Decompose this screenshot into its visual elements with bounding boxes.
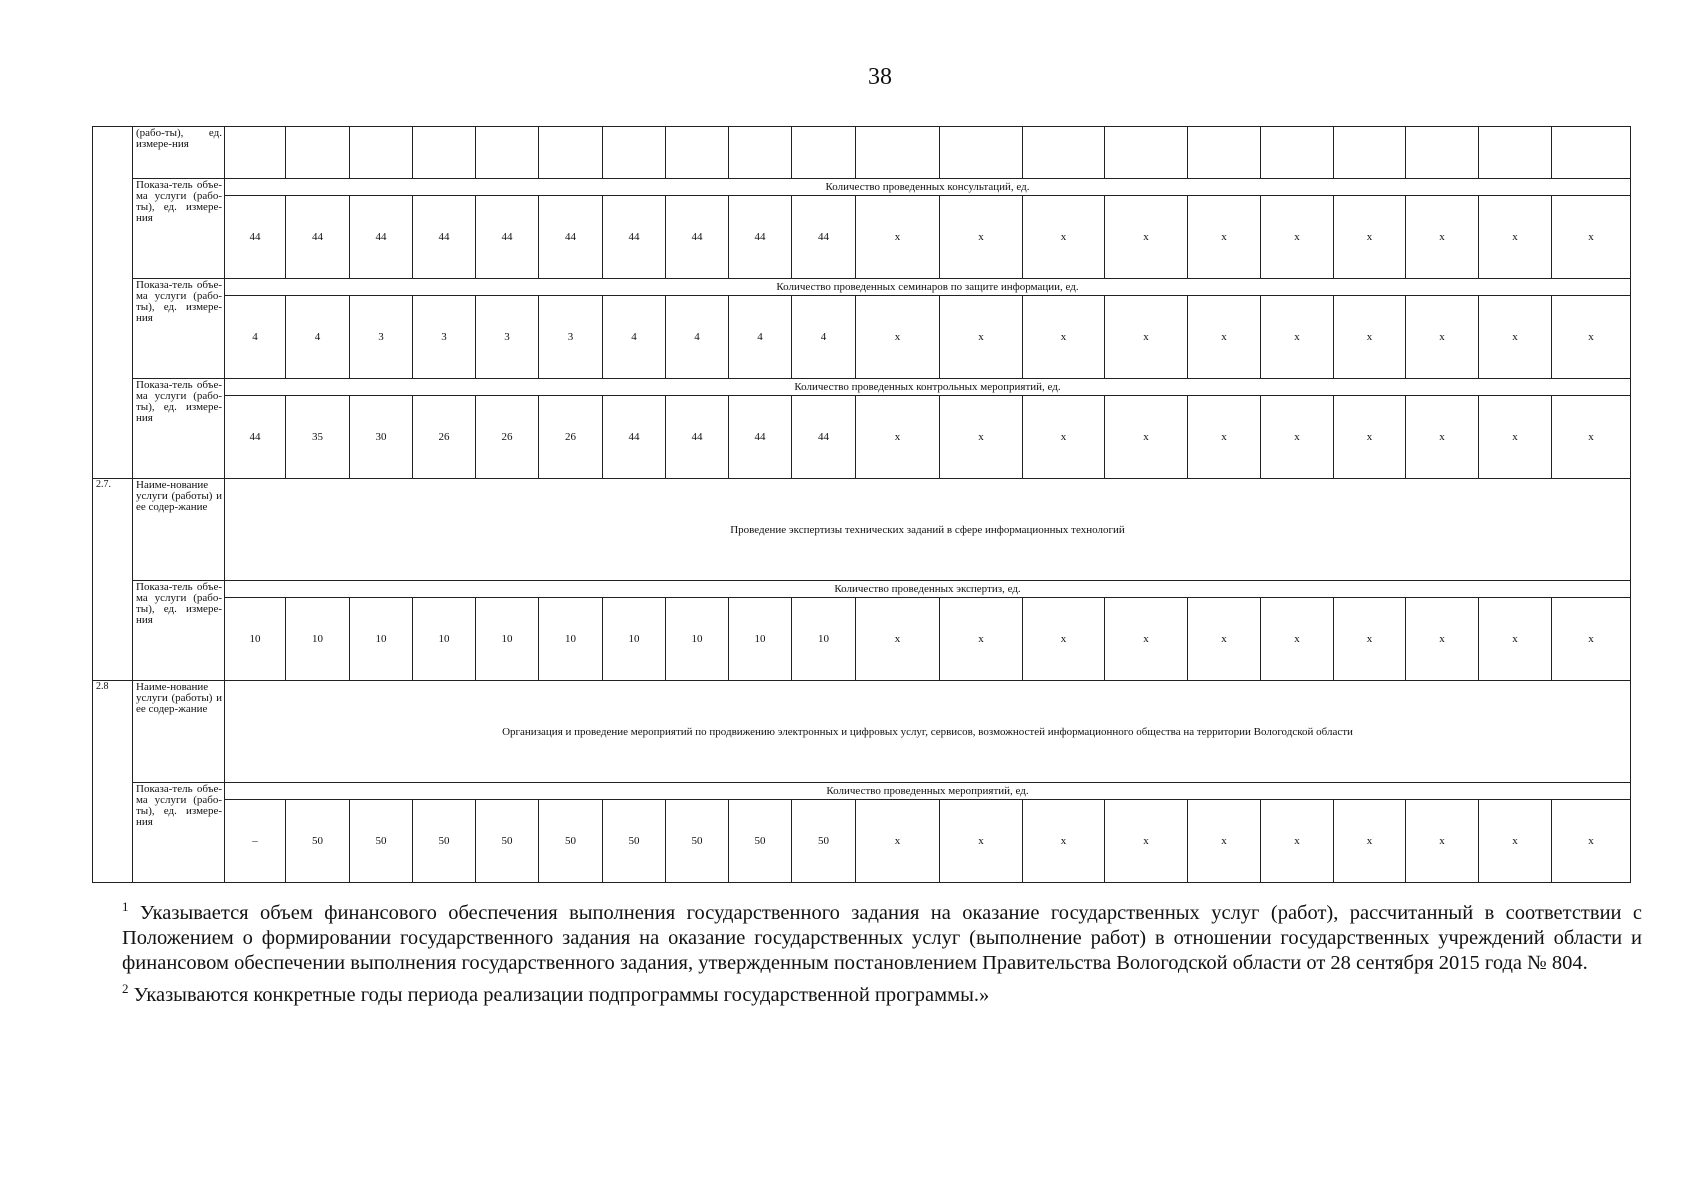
indicator-name: Количество проведенных экспертиз, ед. xyxy=(225,581,1631,598)
value-cell: x xyxy=(1479,396,1552,479)
value-cell: 44 xyxy=(603,396,666,479)
value-cell: x xyxy=(856,800,940,883)
indicator-header-row xyxy=(93,179,1631,196)
value-cell: x xyxy=(1105,598,1188,681)
footnote-2 xyxy=(122,976,1642,1008)
value-cell: x xyxy=(1552,800,1631,883)
indicator-name: Количество проведенных мероприятий, ед. xyxy=(225,783,1631,800)
value-cell xyxy=(476,127,539,179)
value-cell: x xyxy=(1188,598,1261,681)
value-cell: 50 xyxy=(792,800,856,883)
value-cell: 10 xyxy=(225,598,286,681)
value-cell: 50 xyxy=(729,800,792,883)
indicator-label: Показа-тель объе-ма услуги (рабо-ты), ед. измере-ния xyxy=(133,179,225,279)
value-cell: x xyxy=(1479,800,1552,883)
state-assignment-table xyxy=(92,126,1631,883)
value-cell: 44 xyxy=(476,196,539,279)
value-cell: 50 xyxy=(476,800,539,883)
value-cell: x xyxy=(1334,598,1406,681)
value-cell: 3 xyxy=(350,296,413,379)
value-cell: x xyxy=(1552,396,1631,479)
value-cell xyxy=(225,127,286,179)
value-cell xyxy=(856,127,940,179)
value-cell: 44 xyxy=(413,196,476,279)
footnotes xyxy=(122,894,1642,1008)
value-cell: 44 xyxy=(666,396,729,479)
service-row xyxy=(93,479,1631,581)
value-cell: x xyxy=(1261,598,1334,681)
value-cell: x xyxy=(940,800,1023,883)
value-cell: 50 xyxy=(603,800,666,883)
value-cell: x xyxy=(1023,296,1105,379)
value-cell: 50 xyxy=(413,800,476,883)
value-cell xyxy=(729,127,792,179)
service-name: Организация и проведение мероприятий по продвижению электронных и цифровых услуг, сервисов, возможностей информационного общества на территории Вологодской области xyxy=(225,681,1631,783)
value-cell: 4 xyxy=(792,296,856,379)
indicator-header-row xyxy=(93,783,1631,800)
row-label: (рабо-ты), ед. измере-ния xyxy=(133,127,225,179)
value-cell: 26 xyxy=(413,396,476,479)
value-cell xyxy=(539,127,603,179)
value-cell: x xyxy=(1334,196,1406,279)
indicator-header-row xyxy=(93,379,1631,396)
value-cell: x xyxy=(1261,800,1334,883)
value-cell xyxy=(1023,127,1105,179)
value-cell: 44 xyxy=(792,196,856,279)
value-cell xyxy=(940,127,1023,179)
value-cell: x xyxy=(1105,296,1188,379)
value-cell: 50 xyxy=(350,800,413,883)
value-cell: x xyxy=(1188,296,1261,379)
value-cell: x xyxy=(1023,800,1105,883)
value-cell: x xyxy=(940,196,1023,279)
value-cell: x xyxy=(1479,196,1552,279)
value-cell: 10 xyxy=(666,598,729,681)
value-cell: 44 xyxy=(225,396,286,479)
footnote-2-mark: 2 xyxy=(122,980,129,996)
value-cell: x xyxy=(1188,396,1261,479)
value-cell xyxy=(1261,127,1334,179)
value-cell: x xyxy=(1261,196,1334,279)
value-cell: 10 xyxy=(792,598,856,681)
value-cell xyxy=(1552,127,1631,179)
value-cell: x xyxy=(1406,196,1479,279)
section-number-cell xyxy=(93,127,133,479)
value-cell: 10 xyxy=(603,598,666,681)
value-cell: 4 xyxy=(286,296,350,379)
value-cell: x xyxy=(1479,598,1552,681)
value-cell xyxy=(792,127,856,179)
value-cell: x xyxy=(856,296,940,379)
value-cell xyxy=(286,127,350,179)
value-cell xyxy=(1188,127,1261,179)
value-cell: x xyxy=(1023,598,1105,681)
indicator-values-row xyxy=(93,396,1631,479)
value-cell: x xyxy=(940,296,1023,379)
value-cell xyxy=(350,127,413,179)
value-cell: 50 xyxy=(539,800,603,883)
value-cell: x xyxy=(1105,196,1188,279)
value-cell: 4 xyxy=(666,296,729,379)
value-cell: 10 xyxy=(413,598,476,681)
value-cell: x xyxy=(856,196,940,279)
value-cell: 44 xyxy=(539,196,603,279)
value-cell: x xyxy=(1261,396,1334,479)
table-row-top xyxy=(93,127,1631,179)
value-cell: 44 xyxy=(792,396,856,479)
value-cell: x xyxy=(1552,196,1631,279)
service-label: Наиме-нование услуги (работы) и ее содер-жание xyxy=(133,479,225,581)
value-cell: 35 xyxy=(286,396,350,479)
footnote-1 xyxy=(122,894,1642,976)
value-cell: x xyxy=(1406,598,1479,681)
value-cell: x xyxy=(1552,296,1631,379)
value-cell: 44 xyxy=(350,196,413,279)
indicator-values-row xyxy=(93,296,1631,379)
value-cell: x xyxy=(856,598,940,681)
footnote-2-text: Указываются конкретные годы периода реализации подпрограммы государственной программы.» xyxy=(133,983,990,1006)
value-cell xyxy=(1406,127,1479,179)
value-cell xyxy=(1479,127,1552,179)
value-cell: – xyxy=(225,800,286,883)
section-number-cell: 2.7. xyxy=(93,479,133,681)
value-cell: 44 xyxy=(225,196,286,279)
value-cell: x xyxy=(1552,598,1631,681)
value-cell: 4 xyxy=(225,296,286,379)
value-cell: x xyxy=(940,396,1023,479)
page-number: 38 xyxy=(868,64,892,90)
value-cell: x xyxy=(940,598,1023,681)
value-cell: 10 xyxy=(729,598,792,681)
value-cell: 50 xyxy=(286,800,350,883)
indicator-name: Количество проведенных консультаций, ед. xyxy=(225,179,1631,196)
value-cell: 10 xyxy=(476,598,539,681)
indicator-header-row xyxy=(93,279,1631,296)
value-cell: x xyxy=(1406,800,1479,883)
value-cell: 10 xyxy=(350,598,413,681)
value-cell: 44 xyxy=(666,196,729,279)
value-cell: x xyxy=(1105,800,1188,883)
value-cell: 10 xyxy=(539,598,603,681)
value-cell: 26 xyxy=(539,396,603,479)
value-cell: x xyxy=(1023,196,1105,279)
indicator-label: Показа-тель объе-ма услуги (рабо-ты), ед. измере-ния xyxy=(133,379,225,479)
service-label: Наиме-нование услуги (работы) и ее содер-жание xyxy=(133,681,225,783)
value-cell: x xyxy=(856,396,940,479)
indicator-values-row xyxy=(93,196,1631,279)
value-cell xyxy=(666,127,729,179)
indicator-label: Показа-тель объе-ма услуги (рабо-ты), ед. измере-ния xyxy=(133,279,225,379)
footnote-1-text: Указывается объем финансового обеспечения выполнения государственного задания на оказание государственных услуг (работ), рассчитанный в соответствии с Положением о формировании государственного задания на оказание государственных услуг (выполнение работ) в отношении государственных учреждений области и финансовом обеспечении выполнения государственного задания, утвержденным постановлением Правительства Вологодской области от 28 сентября 2015 года № 804. xyxy=(122,901,1643,974)
service-name: Проведение экспертизы технических заданий в сфере информационных технологий xyxy=(225,479,1631,581)
indicator-label: Показа-тель объе-ма услуги (рабо-ты), ед. измере-ния xyxy=(133,581,225,681)
value-cell: 50 xyxy=(666,800,729,883)
value-cell: 3 xyxy=(476,296,539,379)
value-cell: 4 xyxy=(729,296,792,379)
value-cell xyxy=(413,127,476,179)
indicator-values-row xyxy=(93,598,1631,681)
value-cell: x xyxy=(1334,800,1406,883)
value-cell: x xyxy=(1406,296,1479,379)
section-number-cell: 2.8 xyxy=(93,681,133,883)
value-cell xyxy=(603,127,666,179)
indicator-header-row xyxy=(93,581,1631,598)
indicator-values-row xyxy=(93,800,1631,883)
value-cell: 44 xyxy=(603,196,666,279)
value-cell: 30 xyxy=(350,396,413,479)
value-cell: 44 xyxy=(729,196,792,279)
value-cell: 44 xyxy=(286,196,350,279)
indicator-name: Количество проведенных контрольных мероприятий, ед. xyxy=(225,379,1631,396)
value-cell xyxy=(1105,127,1188,179)
value-cell: x xyxy=(1479,296,1552,379)
service-row xyxy=(93,681,1631,783)
value-cell: x xyxy=(1334,296,1406,379)
value-cell: x xyxy=(1406,396,1479,479)
value-cell: 10 xyxy=(286,598,350,681)
value-cell: x xyxy=(1023,396,1105,479)
value-cell: x xyxy=(1188,196,1261,279)
value-cell: 4 xyxy=(603,296,666,379)
indicator-name: Количество проведенных семинаров по защите информации, ед. xyxy=(225,279,1631,296)
value-cell: 3 xyxy=(539,296,603,379)
indicator-label: Показа-тель объе-ма услуги (рабо-ты), ед. измере-ния xyxy=(133,783,225,883)
value-cell: 26 xyxy=(476,396,539,479)
value-cell: x xyxy=(1105,396,1188,479)
footnote-1-mark: 1 xyxy=(122,899,129,914)
value-cell: x xyxy=(1334,396,1406,479)
value-cell xyxy=(1334,127,1406,179)
value-cell: 44 xyxy=(729,396,792,479)
value-cell: 3 xyxy=(413,296,476,379)
value-cell: x xyxy=(1261,296,1334,379)
value-cell: x xyxy=(1188,800,1261,883)
